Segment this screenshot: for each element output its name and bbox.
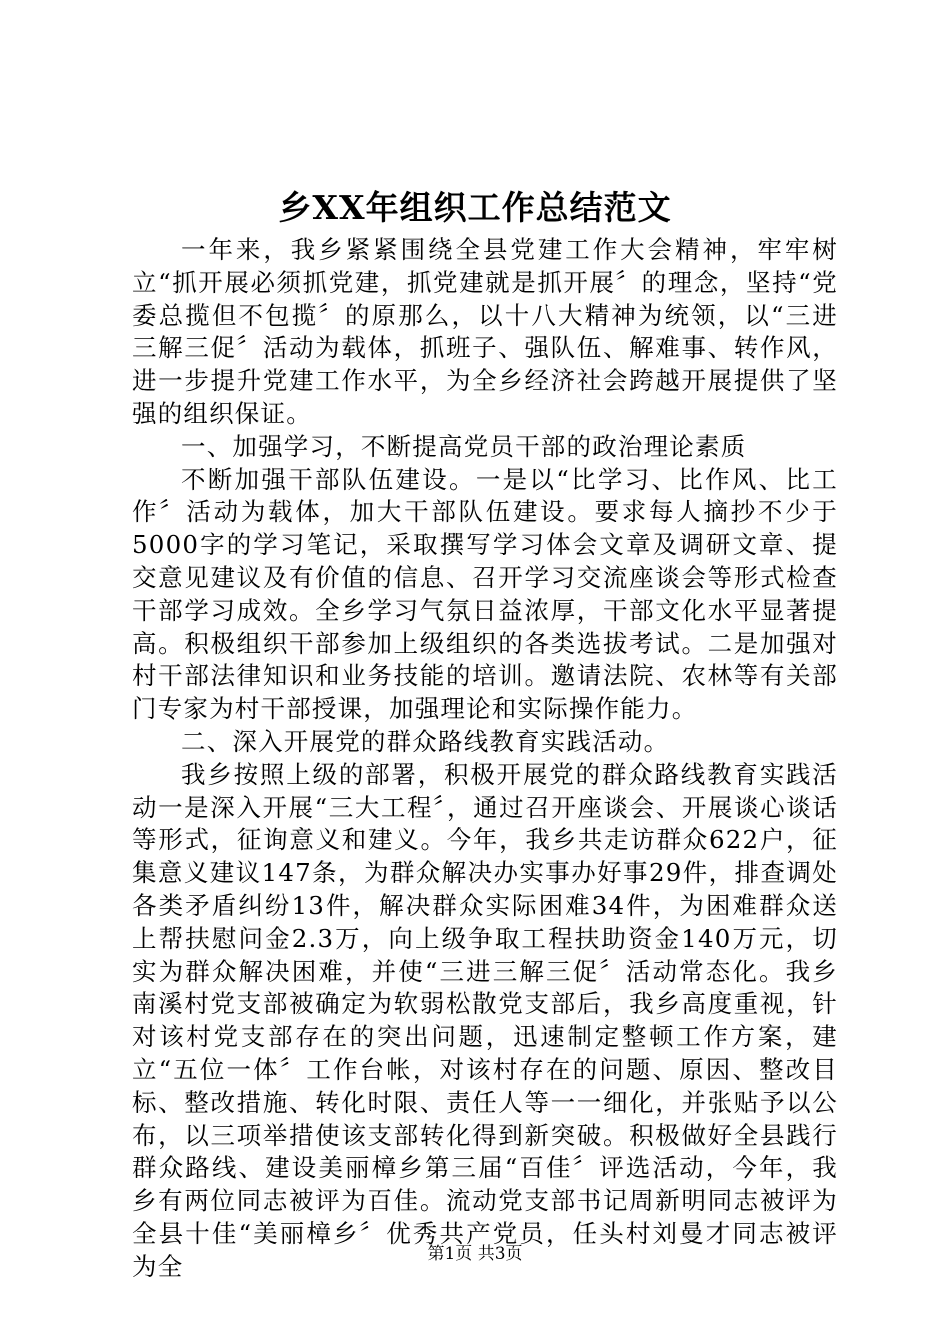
section-heading-2: 二、深入开展党的群众路线教育实践活动。	[181, 726, 670, 756]
intro-paragraph: 一年来，我乡紧紧围绕全县党建工作大会精神，牢牢树立“抓开展必须抓党建，抓党建就是抓开展〞的理念，坚持“党委总揽但不包揽〞的原那么，以十八大精神为统领，以“三进三解三促〞活动为载体，抓班子、强队伍、解难事、转作风，进一步提升党建工作水平，为全乡经济社会跨越开展提供了坚强的组织保证。	[132, 235, 838, 428]
page-footer: 第1页 共3页	[427, 1244, 523, 1264]
document-title: 乡XX年组织工作总结范文	[278, 188, 672, 227]
section-heading-1: 一、加强学习，不断提高党员干部的政治理论素质	[181, 431, 747, 461]
document-body	[132, 234, 838, 1284]
section-2-paragraph: 我乡按照上级的部署，积极开展党的群众路线教育实践活动一是深入开展“三大工程〞，通过召开座谈会、开展谈心谈话等形式，征询意义和建义。今年，我乡共走访群众622户，征集意义建议147条，为群众解决办实事办好事29件，排查调处各类矛盾纠纷13件，解决群众实际困难34件，为困难群众送上帮扶慰问金2.3万，向上级争取工程扶助资金140万元，切实为群众解决困难，并使“三进三解三促〞活动常态化。我乡南溪村党支部被确定为软弱松散党支部后，我乡高度重视，针对该村党支部存在的突出问题，迅速制定整顿工作方案，建立“五位一体〞工作台帐，对该村存在的问题、原因、整改目标、整改措施、转化时限、责任人等一一细化，并张贴予以公布，以三项举措使该支部转化得到新突破。积极做好全县践行群众路线、建设美丽樟乡第三届“百佳〞评选活动，今年，我乡有两位同志被评为百佳。流动党支部书记周新明同志被评为全县十佳“美丽樟乡〞优秀共产党员，任头村刘曼才同志被评为全	[132, 759, 838, 1281]
section-1-paragraph: 不断加强干部队伍建设。一是以“比学习、比作风、比工作〞活动为载体，加大干部队伍建设。要求每人摘抄不少于5000字的学习笔记，采取撰写学习体会文章及调研文章、提交意见建议及有价值的信息、召开学习交流座谈会等形式检查干部学习成效。全乡学习气氛日益浓厚，干部文化水平显著提高。积极组织干部参加上级组织的各类选拔考试。二是加强对村干部法律知识和业务技能的培训。邀请法院、农林等有关部门专家为村干部授课，加强理论和实际操作能力。	[132, 464, 838, 724]
